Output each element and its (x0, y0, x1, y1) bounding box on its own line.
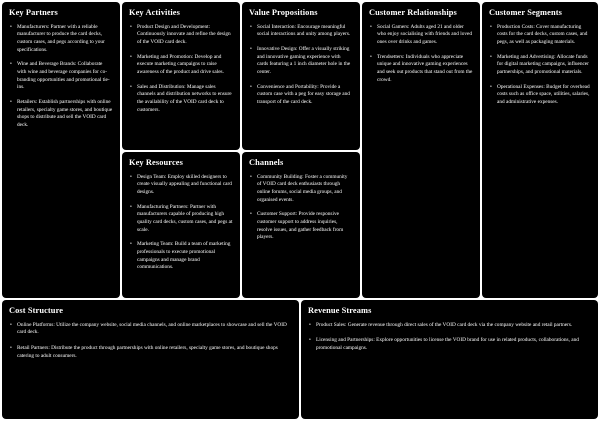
key-resources-list (129, 174, 233, 272)
list-item: • Marketing Team: Build a team of marketing professionals to execute promotional campaigns and manage brand communications. (129, 241, 233, 272)
cost-structure-title: Cost Structure (9, 306, 64, 315)
customer-relationships-list (369, 24, 473, 85)
list-item: • Online Platforms: Utilize the company website, social media channels, and online marketplaces to showcase and sell the VOID card deck. (9, 322, 292, 337)
cost-structure-list (9, 322, 292, 361)
customer-relationships-title: Customer Relationships (369, 8, 457, 17)
key-partners-list (9, 24, 113, 130)
list-item: • Customer Support: Provide responsive customer support to address inquiries, resolve issues, and gather feedback from players. (249, 211, 353, 242)
revenue-streams-block (301, 300, 598, 419)
cost-structure-block (2, 300, 299, 419)
list-item: • Community Building: Foster a community of VOID card deck enthusiasts through online forums, social media groups, and organised events. (249, 174, 353, 205)
key-activities-list (129, 24, 233, 115)
list-item: • Licensing and Partnerships: Explore opportunities to license the VOID brand for use in related products, collaborations, and promotional campaigns. (308, 337, 591, 352)
key-partners-block (2, 2, 120, 298)
list-item: • Design Team: Employ skilled designers to create visually appealing and functional card designs. (129, 174, 233, 197)
list-item: • Manufacturing Partners: Partner with manufacturers capable of producing high quality card decks, custom cases, and pegs at scale. (129, 204, 233, 235)
value-propositions-block (242, 2, 360, 150)
customer-segments-title: Customer Segments (489, 8, 562, 17)
list-item: • Social Gamers: Adults aged 21 and older who enjoy socialising with friends and loved ones over drinks and games. (369, 24, 473, 47)
list-item: • Social Interaction: Encourage meaningful social interactions and unity among players. (249, 24, 353, 39)
list-item: • Retail Partners: Distribute the product through partnerships with online retailers, specialty game stores, and boutique shops catering to adult consumers. (9, 345, 292, 360)
value-propositions-title: Value Propositions (249, 8, 318, 17)
list-item: • Retailers: Establish partnerships with online retailers, specialty game stores, and boutique shops to distribute and sell the VOID card deck. (9, 99, 113, 130)
key-activities-title: Key Activities (129, 8, 180, 17)
revenue-streams-list (308, 322, 591, 353)
key-partners-title: Key Partners (9, 8, 58, 17)
value-propositions-list (249, 24, 353, 107)
customer-relationships-block (362, 2, 480, 298)
list-item: • Innovative Design: Offer a visually striking and innovative gaming experience with cards featuring a 1 inch diameter hole in the center. (249, 46, 353, 77)
channels-title: Channels (249, 158, 284, 167)
list-item: • Operational Expenses: Budget for overhead costs such as office space, utilities, salaries, and administrative expenses. (489, 84, 591, 107)
key-activities-block (122, 2, 240, 150)
list-item: • Trendsetters: Individuals who appreciate unique and innovative gaming experiences and seek out products that stand out from the crowd. (369, 54, 473, 85)
customer-segments-block (482, 2, 598, 298)
list-item: • Manufacturers: Partner with a reliable manufacturer to produce the card decks, custom cases, and pegs according to your specifications. (9, 24, 113, 55)
list-item: • Convenience and Portability: Provide a custom case with a peg for easy storage and transport of the card deck. (249, 84, 353, 107)
customer-segments-list (489, 24, 591, 107)
key-resources-title: Key Resources (129, 158, 183, 167)
list-item: • Sales and Distribution: Manage sales channels and distribution networks to ensure the availability of the VOID card deck to customers. (129, 84, 233, 115)
list-item: • Production Costs: Cover manufacturing costs for the card decks, custom cases, and pegs, as well as packaging materials. (489, 24, 591, 47)
list-item: • Marketing and Promotion: Develop and execute marketing campaigns to raise awareness of the product and drive sales. (129, 54, 233, 77)
list-item: • Product Sales: Generate revenue through direct sales of the VOID card deck via the company website and retail partners. (308, 322, 591, 330)
list-item: • Marketing and Advertising: Allocate funds for digital marketing campaigns, influencer partnerships, and promotional materials. (489, 54, 591, 77)
channels-block (242, 152, 360, 298)
list-item: • Product Design and Development: Continuously innovate and refine the design of the VOID card deck. (129, 24, 233, 47)
channels-list (249, 174, 353, 242)
list-item: • Wine and Beverage Brands: Collaborate with wine and beverage companies for co-branding opportunities and promotional tie-ins. (9, 61, 113, 92)
key-resources-block (122, 152, 240, 298)
revenue-streams-title: Revenue Streams (308, 306, 372, 315)
